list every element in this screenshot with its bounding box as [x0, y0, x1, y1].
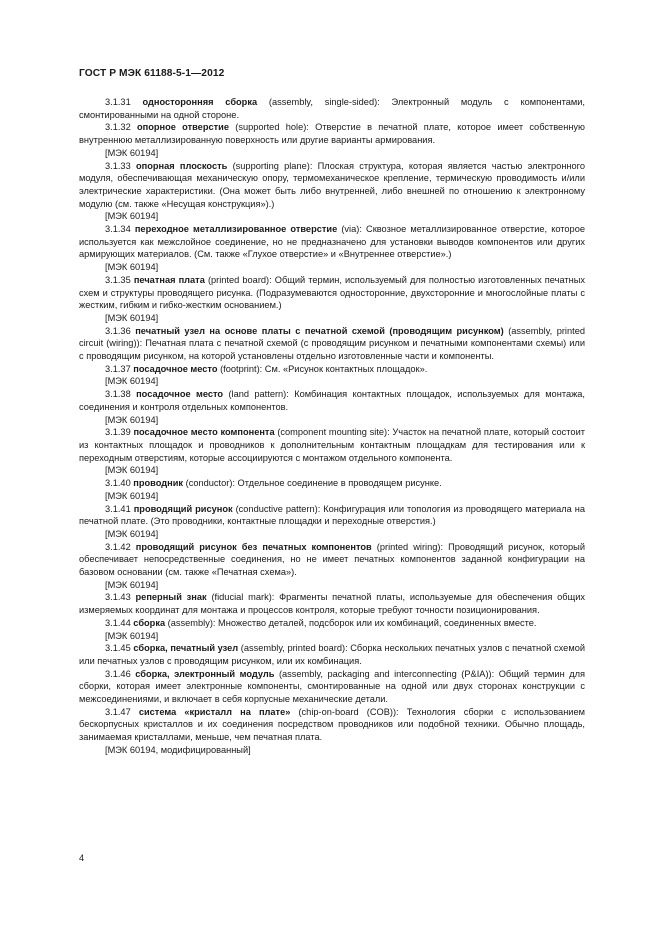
- definition-entry: [79, 274, 585, 312]
- definition-number: 3.1.42: [105, 541, 131, 552]
- definition-number: 3.1.34: [105, 224, 131, 235]
- definition-number: 3.1.33: [105, 160, 131, 171]
- definition-term: опорная плоскость: [135, 160, 228, 171]
- definition-entry: [79, 160, 585, 211]
- definition-term: опорное отверстие: [136, 122, 229, 133]
- definition-term: проводящий рисунок: [133, 503, 233, 514]
- definition-entry: [79, 541, 585, 579]
- definition-term: сборка, печатный узел: [133, 643, 239, 654]
- definition-term: печатная плата: [133, 274, 205, 285]
- definition-entry: [79, 477, 585, 490]
- definition-term: проводящий рисунок без печатных компонентов: [135, 541, 372, 552]
- definition-number: 3.1.45: [105, 643, 131, 654]
- definition-entry: [79, 706, 585, 744]
- definitions-list: [79, 96, 585, 757]
- definition-term: сборка: [133, 617, 166, 628]
- definition-text: (component mounting site): Участок на печатной плате, который состоит из контактных площадок и проводников к дополнительным контактным площадкам для тестирования или к переходным отверстиям, которые ассоциируются с монтажом отдельного компонента.: [79, 427, 585, 463]
- definition-number: 3.1.36: [105, 325, 131, 336]
- reference-note: [МЭК 60194]: [105, 630, 159, 641]
- definition-entry: [79, 121, 585, 146]
- definition-number: 3.1.37: [105, 363, 131, 374]
- definition-entry: [79, 503, 585, 528]
- definition-term: посадочное место: [136, 389, 224, 400]
- definition-text: (assembly): Множество деталей, подсборок или их комбинаций, соединенных вместе.: [165, 617, 537, 628]
- definition-text: (assembly, printed circuit (wiring)): Печатная плата с печатной схемой (с проводящим рисунком и печатными компонентами схемы) или с проводящим рисунком, на которой установлены отдельно изготовленные части и компоненты.: [79, 325, 585, 362]
- reference-note: [МЭК 60194]: [105, 211, 159, 222]
- definition-entry: [79, 363, 585, 376]
- reference-note: [МЭК 60194]: [105, 376, 159, 387]
- definition-number: 3.1.43: [105, 592, 131, 603]
- definition-number: 3.1.31: [105, 97, 131, 107]
- definition-number: 3.1.46: [105, 668, 131, 679]
- definition-text: (printed board): Общий термин, используемый для полностью изготовленных печатных схем и структуры проводящего рисунка. (Подразумеваются односторонние, двухсторонние и многослойные платы с жестким, гибким и гибко-жестким основанием.): [79, 274, 586, 311]
- page-header-title: ГОСТ Р МЭК 61188-5-1—2012: [79, 68, 225, 79]
- definition-entry: [79, 388, 585, 413]
- definition-number: 3.1.38: [105, 389, 131, 400]
- reference-note: [МЭК 60194]: [105, 147, 159, 158]
- definition-entry: [79, 426, 585, 464]
- definition-entry: [79, 96, 585, 121]
- definition-number: 3.1.47: [105, 706, 131, 717]
- page-number: 4: [79, 853, 85, 863]
- definition-term: проводник: [133, 478, 184, 489]
- definition-term: реперный знак: [135, 592, 207, 603]
- reference-note: [МЭК 60194]: [105, 579, 159, 590]
- definition-entry: [79, 223, 585, 261]
- definition-number: 3.1.40: [105, 478, 131, 489]
- definition-number: 3.1.44: [105, 617, 131, 628]
- definition-number: 3.1.39: [105, 427, 131, 438]
- definition-term: односторонняя сборка: [142, 97, 258, 107]
- definition-text: (supported hole): Отверстие в печатной плате, которое имеет собственную внутреннюю металлизированную поверхность или другие варианты армирования.: [79, 122, 585, 146]
- definition-text: (conductive pattern): Конфигурация или топология из проводящего материала на печатной плате. (Это проводники, контактные площадки и переходные отверстия.): [79, 503, 585, 527]
- definition-text: (fiducial mark): Фрагменты печатной платы, используемые для обеспечения общих измеряемых координат для монтажа и процессов контроля, которые требуют точности позиционирования.: [79, 592, 585, 616]
- definition-term: переходное металлизированное отверстие: [134, 224, 338, 235]
- definition-text: (assembly, printed board): Сборка нескольких печатных узлов с печатной схемой или печатных узлов с проводящим рисунком, или их комбинация.: [79, 643, 586, 666]
- reference-note: [МЭК 60194]: [105, 465, 159, 476]
- definition-text: (assembly, packaging and interconnecting (P&IA)): Общий термин для сборки, которая имеет электронные компоненты, смонтированные на одной или двух сторонах конструкции с межсоединениями, и включает в себя корпусные механические детали.: [79, 668, 585, 705]
- reference-note: [МЭК 60194]: [105, 414, 159, 425]
- definition-text: (land pattern): Комбинация контактных площадок, используемых для монтажа, соединения и контроля отдельных компонентов.: [79, 389, 585, 412]
- definition-entry: [79, 591, 585, 616]
- reference-note: [МЭК 60194]: [105, 262, 159, 273]
- definition-text: (conductor): Отдельное соединение в проводящем рисунке.: [183, 478, 442, 489]
- definition-term: печатный узел на основе платы с печатной схемой (проводящим рисунком): [135, 325, 504, 336]
- definition-term: посадочное место: [133, 363, 218, 374]
- definition-text: (via): Сквозное металлизированное отверстие, которое используется как межслойное соединение, но не предназначено для установки выводов компонентов или других армирующих материалов. (См. также «Глухое отверстие» и «Внутреннее отверстие».): [79, 224, 585, 260]
- definition-text: (assembly, single-sided): Электронный модуль с компонентами, смонтированными на одной стороне.: [79, 97, 585, 120]
- definition-number: 3.1.41: [105, 503, 131, 514]
- reference-note: [МЭК 60194, модифицированный]: [105, 744, 251, 755]
- definition-entry: [79, 617, 585, 630]
- reference-note: [МЭК 60194]: [105, 312, 159, 323]
- definition-term: сборка, электронный модуль: [135, 668, 275, 679]
- definition-term: посадочное место компонента: [133, 427, 275, 438]
- reference-note: [МЭК 60194]: [105, 528, 159, 539]
- definition-entry: [79, 642, 585, 667]
- reference-note: [МЭК 60194]: [105, 490, 159, 501]
- definition-term: система «кристалл на плате»: [138, 706, 291, 717]
- definition-text: (printed wiring): Проводящий рисунок, который обеспечивает непосредственные соединения, но не имеет печатных компонентов заданной конфигурации на базовом основании (см. также «Печатная схема»).: [79, 541, 586, 578]
- definition-text: (chip-on-board (COB)): Технология сборки с использованием бескорпусных кристаллов и их соединения посредством проводников или подобной техники. Обычно площадь, занимаемая кристаллами, меньше, чем печатная плата.: [79, 706, 585, 743]
- definition-entry: [79, 668, 585, 706]
- definition-text: (footprint): См. «Рисунок контактных площадок».: [217, 363, 428, 374]
- definition-text: (supporting plane): Плоская структура, которая является частью электронного модуля, обеспечивающая механическую опору, термомеханическое крепление, термическую проводимость и/или электрические характеристики. (Она может быть либо внутренней, либо внешней по отношению к электронному модулю (см. также «Несущая конструкция»).): [79, 160, 585, 209]
- definition-number: 3.1.32: [105, 122, 131, 133]
- definition-number: 3.1.35: [105, 274, 131, 285]
- definition-entry: [79, 325, 585, 363]
